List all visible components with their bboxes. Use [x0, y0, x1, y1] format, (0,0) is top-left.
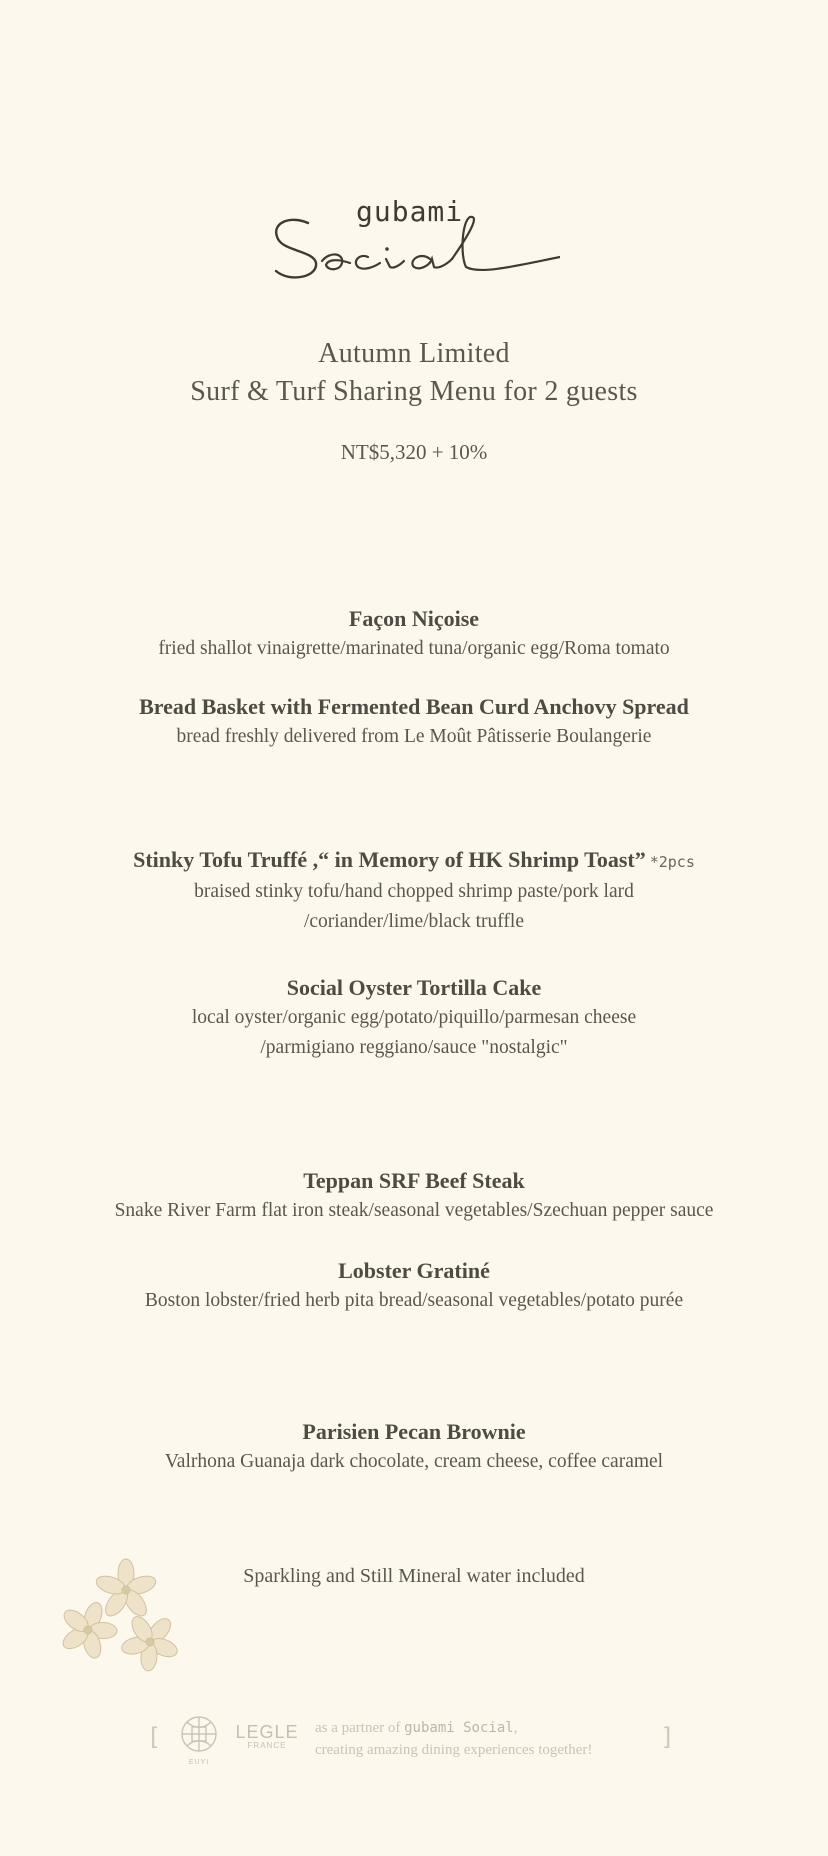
partner-brand-name: gubami Social [404, 1720, 514, 1736]
item-quantity-note: *2pcs [649, 853, 695, 871]
partner-line-1 [315, 1717, 592, 1739]
item-name: Social Oyster Tortilla Cake [286, 975, 542, 1000]
partner-footer [150, 1713, 680, 1769]
partner-prefix: as a partner of [315, 1720, 405, 1736]
item-name: Lobster Gratiné [338, 1258, 490, 1283]
item-description: Boston lobster/fried herb pita bread/seasonal vegetables/potato purée [144, 1290, 684, 1311]
title-line-2: Surf & Turf Sharing Menu for 2 guests [190, 376, 638, 407]
menu-title [0, 335, 828, 411]
menu-price: NT$5,320 + 10% [340, 440, 488, 464]
item-description: Snake River Farm flat iron steak/seasonal vegetables/Szechuan pepper sauce [114, 1200, 714, 1221]
legle-name: LEGLE [235, 1722, 299, 1742]
menu-item-teppan-beef-steak [0, 1166, 828, 1226]
euyi-emblem-label: EUYI [188, 1759, 210, 1766]
logo-script-social [270, 205, 560, 285]
partner-suffix: , [513, 1720, 518, 1736]
euyi-emblem-icon [178, 1713, 220, 1765]
menu-item-facon-nicoise [0, 604, 828, 664]
gubami-social-logo [270, 195, 560, 285]
item-name-row [0, 845, 828, 877]
logo-brand-text: gubami [356, 195, 464, 228]
footer-bracket-left: [ [150, 1723, 160, 1751]
title-line-1: Autumn Limited [318, 338, 510, 369]
item-name: Parisien Pecan Brownie [302, 1419, 526, 1444]
menu-item-stinky-tofu-truffe [0, 845, 828, 937]
item-name: Façon Niçoise [348, 606, 480, 631]
flower-decoration-icon [58, 1558, 188, 1678]
item-description: Valrhona Guanaja dark chocolate, cream cheese, coffee caramel [164, 1451, 664, 1472]
item-name: Teppan SRF Beef Steak [303, 1168, 525, 1193]
water-note: Sparkling and Still Mineral water included [243, 1565, 585, 1587]
menu-item-pecan-brownie [0, 1417, 828, 1477]
item-description-line-1: local oyster/organic egg/potato/piquillo/parmesan cheese [191, 1007, 637, 1028]
menu-item-oyster-tortilla-cake [0, 973, 828, 1063]
menu-item-bread-basket [0, 692, 828, 752]
euyi-emblem-graphic [178, 1713, 220, 1755]
item-description-line-2: /coriander/lime/black truffle [303, 911, 524, 932]
item-description-line-1: braised stinky tofu/hand chopped shrimp paste/pork lard [194, 881, 634, 902]
legle-subtitle: FRANCE [247, 1741, 287, 1750]
item-description: bread freshly delivered from Le Moût Pâtisserie Boulangerie [176, 726, 652, 747]
item-description-line-2: /parmigiano reggiano/sauce "nostalgic" [260, 1037, 568, 1058]
footer-bracket-right: ] [662, 1723, 672, 1751]
partner-statement [315, 1717, 592, 1761]
partner-line-2: creating amazing dining experiences together! [315, 1742, 593, 1758]
item-name: Stinky Tofu Truffé ,“ in Memory of HK Shrimp Toast” [133, 847, 646, 872]
legle-logo [232, 1723, 302, 1751]
item-description: fried shallot vinaigrette/marinated tuna/organic egg/Roma tomato [158, 638, 670, 659]
item-name: Bread Basket with Fermented Bean Curd Anchovy Spread [139, 694, 689, 719]
menu-item-lobster-gratine [0, 1256, 828, 1316]
